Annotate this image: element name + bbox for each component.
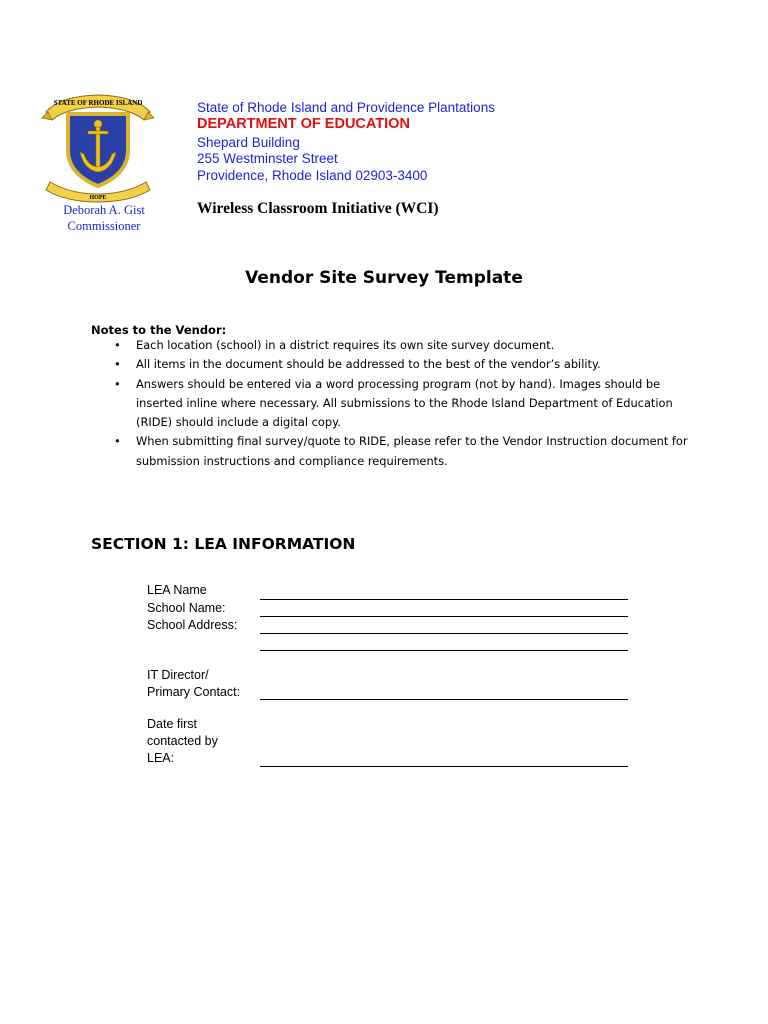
it-director-label: IT Director/ [147, 668, 209, 682]
state-name: State of Rhode Island and Providence Plantations [197, 100, 495, 115]
date-contacted-label-2: contacted by [147, 734, 218, 748]
section-heading: SECTION 1: LEA INFORMATION [91, 535, 356, 553]
date-contacted-label-3: LEA: [147, 751, 175, 765]
date-contacted-label: Date first [147, 717, 198, 731]
lea-name-field[interactable] [260, 599, 628, 600]
it-director-label-2: Primary Contact: [147, 685, 241, 699]
street-address: 255 Westminster Street [197, 151, 338, 166]
list-item: • Each location (school) in a district requires its own site survey document. [88, 336, 688, 355]
notes-list [88, 336, 688, 471]
date-contacted-field[interactable] [260, 766, 628, 767]
rhode-island-seal-logo [40, 90, 156, 204]
building-name: Shepard Building [197, 135, 300, 150]
seal-banner-top: STATE OF RHODE ISLAND [53, 99, 143, 107]
school-name-label: School Name: [147, 601, 226, 615]
commissioner-title: Commissioner [67, 219, 141, 233]
city-address: Providence, Rhode Island 02903-3400 [197, 168, 428, 183]
school-address-label: School Address: [147, 618, 238, 632]
seal-banner-bottom: HOPE [89, 195, 107, 201]
initiative-title: Wireless Classroom Initiative (WCI) [197, 200, 439, 217]
school-address-field-2[interactable] [260, 650, 628, 651]
commissioner-name: Deborah A. Gist [63, 203, 145, 217]
department-name: DEPARTMENT OF EDUCATION [197, 116, 410, 132]
page-title: Vendor Site Survey Template [245, 268, 523, 288]
school-address-field-1[interactable] [260, 633, 628, 634]
lea-name-label: LEA Name [147, 583, 207, 597]
it-director-field[interactable] [260, 699, 628, 700]
notes-heading: Notes to the Vendor: [91, 323, 227, 337]
list-item: • When submitting final survey/quote to RIDE, please refer to the Vendor Instruction document for submission instructions and compliance requirements. [88, 432, 688, 471]
list-item: • All items in the document should be addressed to the best of the vendor’s ability. [88, 355, 688, 374]
school-name-field[interactable] [260, 616, 628, 617]
list-item: • Answers should be entered via a word processing program (not by hand). Images should be inserted inline where necessary. All submissions to the Rhode Island Department of Education (RIDE) should include a digital copy. [88, 375, 688, 433]
